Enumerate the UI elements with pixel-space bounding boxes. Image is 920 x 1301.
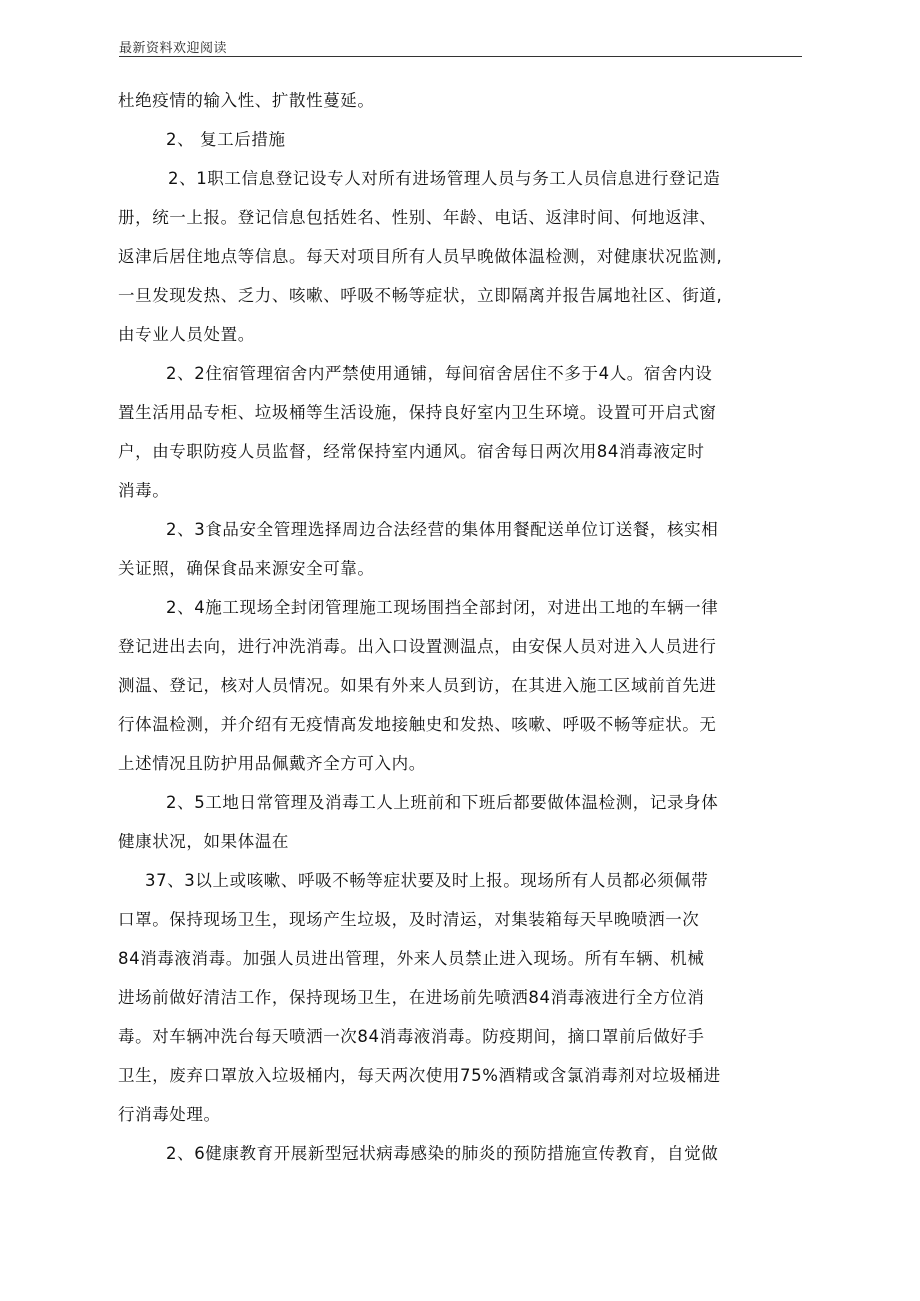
text-line: 2、4施工现场全封闭管理施工现场围挡全部封闭，对进出工地的车辆一律 [166,598,719,617]
text-line: 测温、登记，核对人员情况。如果有外来人员到访，在其进入施工区域前首先进 [118,676,717,695]
text-line: 返津后居住地点等信息。每天对项目所有人员早晚做体温检测，对健康状况监测, [118,247,723,266]
text-line: 由专业人员处置。 [118,325,255,344]
text-line: 关证照，确保食品来源安全可靠。 [118,559,375,578]
text-line: 上述情况且防护用品佩戴齐全方可入内。 [118,754,426,773]
page-header [119,37,802,57]
text-line: 消毒。 [118,481,170,500]
text-line: 置生活用品专柜、垃圾桶等生活设施，保持良好室内卫生环境。设置可开启式窗 [118,403,717,422]
text-line: 口罩。保持现场卫生，现场产生垃圾，及时清运，对集装箱每天早晚喷洒一次 [118,910,700,929]
section-heading: 2、 复工后措施 [166,130,286,149]
text-line: 行体温检测，并介绍有无疫情髙发地接触史和发热、咳嗽、呼吸不畅等症状。无 [118,715,717,734]
text-line: 杜绝疫情的输入性、扩散性蔓延。 [118,91,375,110]
text-line: 37、3以上或咳嗽、呼吸不畅等症状要及时上报。现场所有人员都必须佩带 [145,871,709,890]
text-line: 行消毒处理。 [118,1105,221,1124]
text-line: 2、6健康教育开展新型冠状病毒感染的肺炎的预防措施宣传教育，自觉做 [166,1144,719,1163]
text-line: 一旦发现发热、乏力、咳嗽、呼吸不畅等症状，立即隔离并报告属地社区、街道, [118,286,723,305]
text-line: 户，由专职防疫人员监督，经常保持室内通风。宿舍每日两次用84消毒液定时 [118,442,705,461]
text-line: 册，统一上报。登记信息包括姓名、性别、年龄、电话、返津时间、何地返津、 [118,208,717,227]
text-line: 进场前做好清洁工作，保持现场卫生，在进场前先喷洒84消毒液进行全方位消 [118,988,705,1007]
text-line: 2、3食品安全管理选择周边合法经营的集体用餐配送单位订送餐，核实相 [166,520,719,539]
text-line: 登记进出去向，进行冲洗消毒。出入口设置测温点，由安保人员对进入人员进行 [118,637,717,656]
text-line: 84消毒液消毒。加强人员进出管理，外来人员禁止进入现场。所有车辆、机械 [118,949,705,968]
header-title: 最新资料欢迎阅读 [119,41,228,56]
text-line: 卫生，废弃口罩放入垃圾桶内，每天两次使用75%酒精或含氯消毒剂对垃圾桶进 [118,1066,721,1085]
text-line: 毒。对车辆冲洗台每天喷洒一次84消毒液消毒。防疫期间，摘口罩前后做好手 [118,1027,705,1046]
text-line: 2、1职工信息登记设专人对所有进场管理人员与务工人员信息进行登记造 [168,169,721,188]
text-line: 2、2住宿管理宿舍内严禁使用通铺，每间宿舍居住不多于4人。宿舍内设 [166,364,713,383]
text-line: 健康状况，如果体温在 [118,832,289,851]
text-line: 2、5工地日常管理及消毒工人上班前和下班后都要做体温检测，记录身体 [166,793,719,812]
